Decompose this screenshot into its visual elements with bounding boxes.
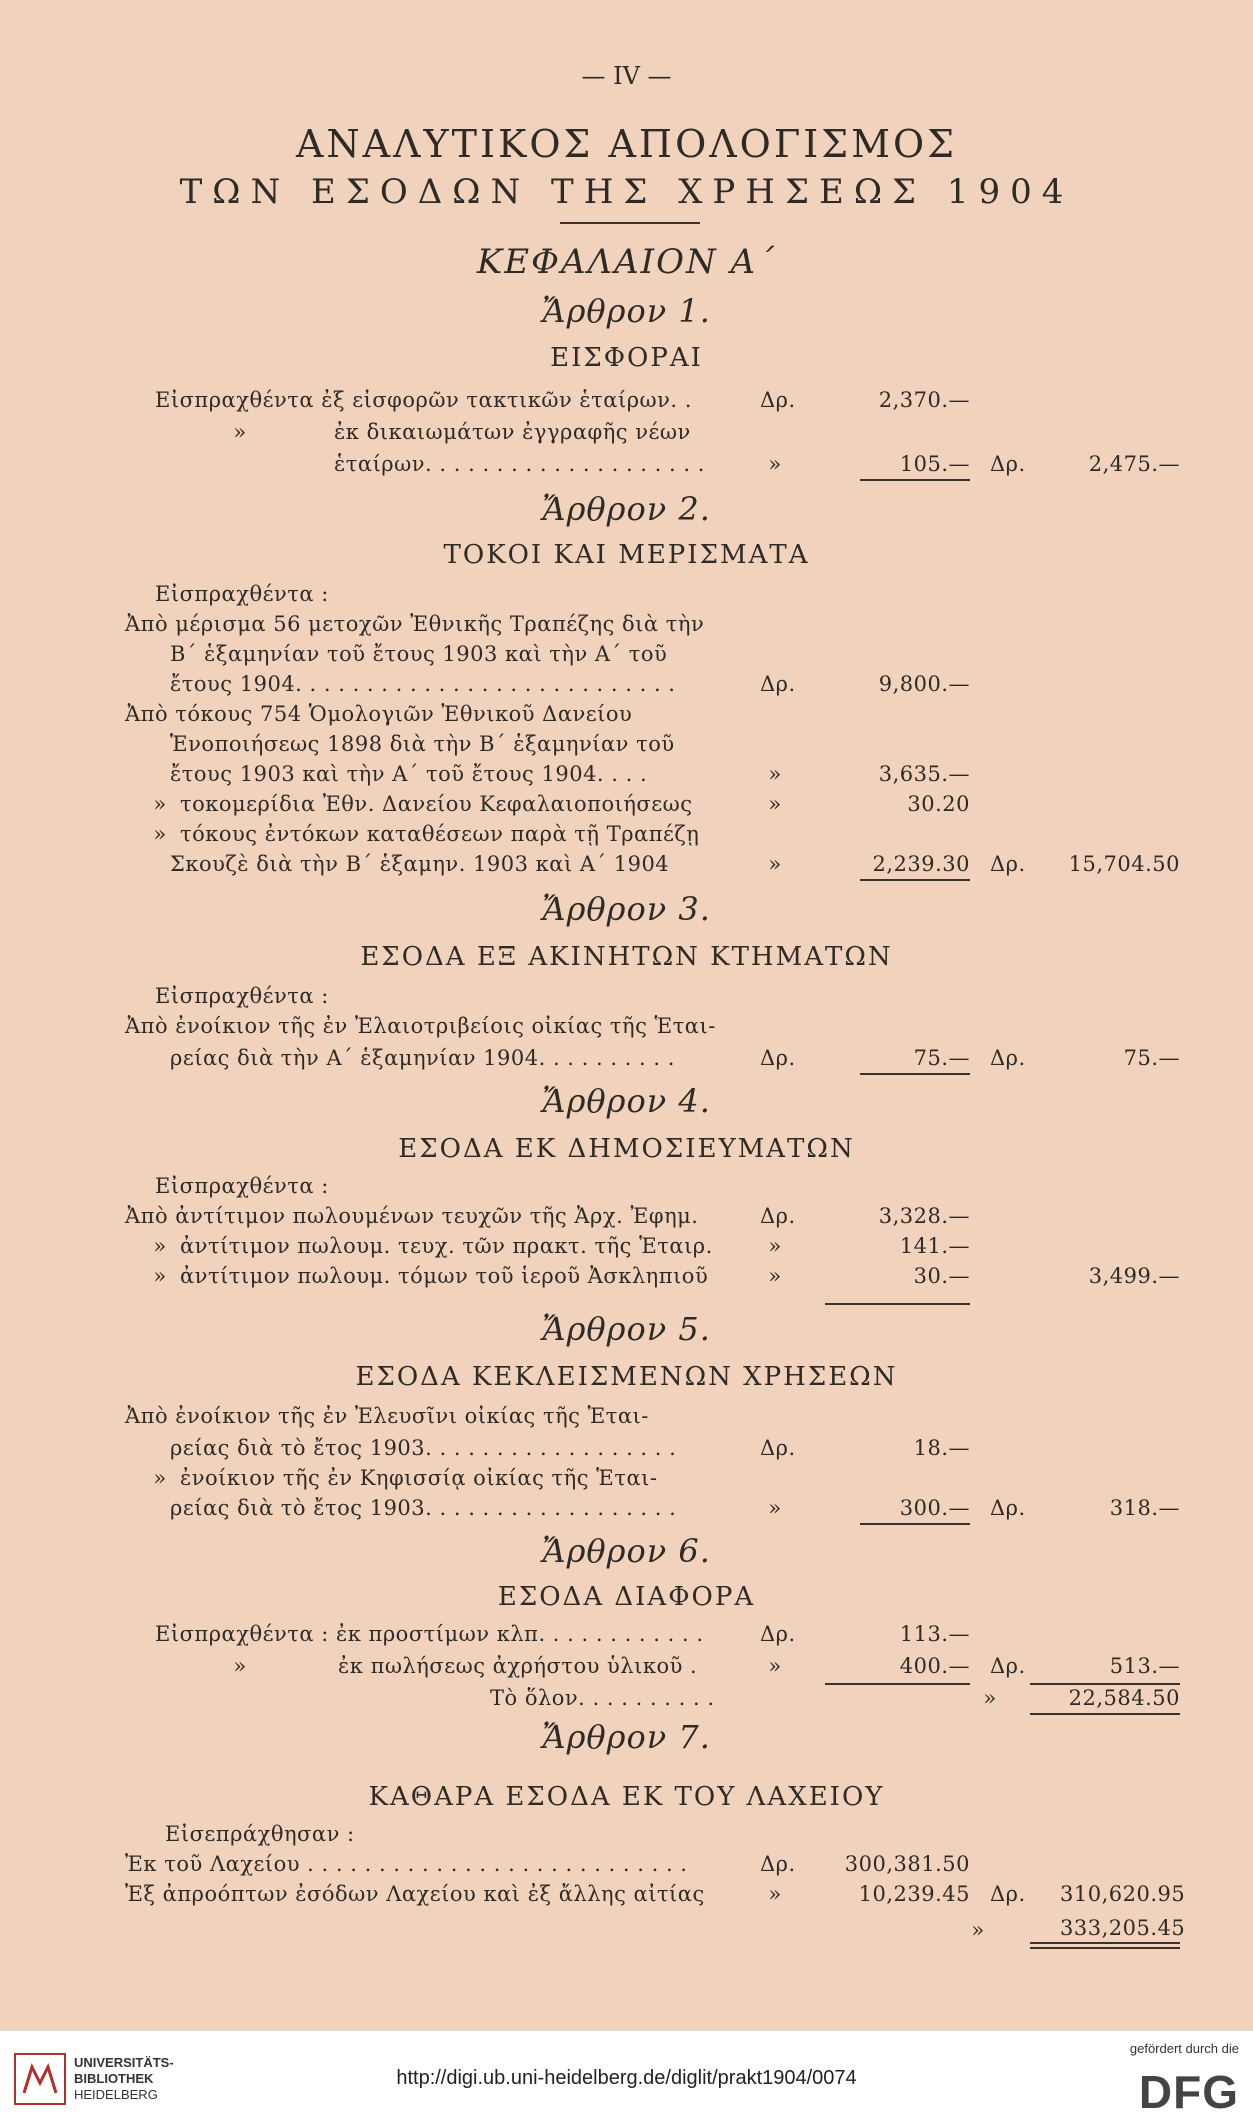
art3-line1: Ἀπὸ ἐνοίκιον τῆς ἐν Ἐλαιοτριβείοις οἰκίας τῆς Ἑται- <box>125 1014 716 1038</box>
library-name-line2: BIBLIOTHEK <box>74 2071 154 2086</box>
art1-line2-ditto: » <box>233 420 247 444</box>
art4-line1-amount: 3,328.— <box>878 1204 970 1228</box>
art2-a3-currency: Δρ. <box>760 672 796 696</box>
library-name-line1: UNIVERSITÄTS- <box>74 2055 174 2070</box>
art3-line2-currency: Δρ. <box>760 1046 796 1070</box>
art2-b3-amount: 3,635.— <box>878 762 970 786</box>
art1-line3-currency: Δρ. <box>990 452 1026 476</box>
art2-a2: Β΄ ἑξαμηνίαν τοῦ ἔτους 1903 καὶ τὴν Α΄ τοῦ <box>170 642 668 666</box>
art2-b3: ἔτους 1903 καὶ τὴν Α΄ τοῦ ἔτους 1904. . . . <box>170 762 648 786</box>
art3-line2-amount: 75.— <box>913 1046 970 1070</box>
art7-line2-ditto: » <box>768 1882 782 1906</box>
art6-underline <box>825 1683 970 1685</box>
art4-underline <box>825 1303 970 1305</box>
art2-c1-ditto2: » <box>768 792 782 816</box>
art2-b2: Ἑνοποιήσεως 1898 διὰ τὴν Β΄ ἑξαμηνίαν τοῦ <box>170 732 675 756</box>
art2-c1-ditto: » <box>153 792 167 816</box>
art2-total: 15,704.50 <box>1068 852 1180 876</box>
title-rule <box>560 222 700 224</box>
art3-total: 75.— <box>1123 1046 1180 1070</box>
art5-line2-currency: Δρ. <box>760 1436 796 1460</box>
page-subtitle: ΤΩΝ ΕΣΟΔΩΝ ΤΗΣ ΧΡΗΣΕΩΣ 1904 <box>179 172 1074 212</box>
art4-line2: ἀντίτιμον πωλουμ. τευχ. τῶν πρακτ. τῆς Ἑταιρ. <box>180 1234 713 1258</box>
chapter-heading: ΚΕΦΑΛΑΙΟΝ Α΄ <box>476 242 777 282</box>
art5-line4-currency: Δρ. <box>990 1496 1026 1520</box>
article-6-section: ΕΣΟΔΑ ΔΙΑΦΟΡΑ <box>497 1582 756 1612</box>
art3-intro: Εἰσπραχθέντα : <box>155 984 329 1008</box>
art6-sum-total: 22,584.50 <box>1068 1686 1180 1710</box>
art7-line2: Ἐξ ἀπροόπτων ἐσόδων Λαχείου καὶ ἐξ ἄλλης αἰτίας <box>125 1882 705 1906</box>
art1-line3: ἑταίρων. . . . . . . . . . . . . . . . . . . . <box>334 452 705 476</box>
art7-total: 310,620.95 <box>1060 1882 1186 1906</box>
art2-d1: τόκους ἐντόκων καταθέσεων παρὰ τῇ Τραπέζῃ <box>180 822 700 846</box>
art1-underline <box>860 479 970 481</box>
art6-sum-underline <box>1030 1713 1180 1715</box>
art2-a3-amount: 9,800.— <box>878 672 970 696</box>
art4-line3: ἀντίτιμον πωλουμ. τόμων τοῦ ἱεροῦ Ἀσκληπιοῦ <box>180 1264 709 1288</box>
art2-d2-ditto: » <box>768 852 782 876</box>
art3-line2: ρείας διὰ τὴν Α΄ ἑξαμηνίαν 1904. . . . . . . . . . <box>170 1046 675 1070</box>
article-4-section: ΕΣΟΔΑ ΕΚ ΔΗΜΟΣΙΕΥΜΑΤΩΝ <box>398 1134 855 1164</box>
art6-sum-label: Τὸ ὅλον. . . . . . . . . . <box>490 1686 715 1710</box>
art7-line1-amount: 300,381.50 <box>844 1852 970 1876</box>
art4-line1-currency: Δρ. <box>760 1204 796 1228</box>
art2-c1: τοκομερίδια Ἐθν. Δανείου Κεφαλαιοποιήσεως <box>180 792 693 816</box>
article-6-heading: Ἄρθρον 6. <box>542 1532 711 1570</box>
art2-d2-currency: Δρ. <box>990 852 1026 876</box>
art2-intro: Εἰσπραχθέντα : <box>155 582 329 606</box>
art5-underline <box>860 1523 970 1525</box>
article-2-heading: Ἄρθρον 2. <box>542 490 711 528</box>
article-1-heading: Ἄρθρον 1. <box>542 292 711 330</box>
art1-line1-currency: Δρ. <box>760 388 796 412</box>
art2-a3: ἔτους 1904. . . . . . . . . . . . . . . . . . . . . . . . . . . <box>170 672 676 696</box>
art2-a1: Ἀπὸ μέρισμα 56 μετοχῶν Ἐθνικῆς Τραπέζης διὰ τὴν <box>125 612 705 636</box>
art6-total-underline <box>1030 1683 1180 1685</box>
art4-line2-amount: 141.— <box>899 1234 970 1258</box>
art5-line4-ditto: » <box>768 1496 782 1520</box>
article-7-section: ΚΑΘΑΡΑ ΕΣΟΔΑ ΕΚ ΤΟΥ ΛΑΧΕΙΟΥ <box>368 1782 885 1812</box>
funding-caption: gefördert durch die <box>1129 2041 1239 2056</box>
art4-line2-ditto2: » <box>768 1234 782 1258</box>
art7-line2-currency: Δρ. <box>990 1882 1026 1906</box>
art6-line2-ditto2: » <box>768 1654 782 1678</box>
grand-total: 333,205.45 <box>1060 1916 1186 1940</box>
art5-total: 318.— <box>1109 1496 1180 1520</box>
footer-bar <box>0 2030 1253 2128</box>
art6-line2: ἐκ πωλήσεως ἀχρήστου ὑλικοῦ . <box>338 1654 698 1678</box>
source-url[interactable]: http://digi.ub.uni-heidelberg.de/diglit/prakt1904/0074 <box>396 2067 857 2089</box>
art4-line1: Ἀπὸ ἀντίτιμον πωλουμένων τευχῶν τῆς Ἀρχ. Ἐφημ. <box>125 1204 699 1228</box>
art6-line2-ditto: » <box>233 1654 247 1678</box>
art6-line2-currency: Δρ. <box>990 1654 1026 1678</box>
library-name-line3: HEIDELBERG <box>74 2087 158 2102</box>
article-5-heading: Ἄρθρον 5. <box>542 1310 711 1348</box>
article-5-section: ΕΣΟΔΑ ΚΕΚΛΕΙΣΜΕΝΩΝ ΧΡΗΣΕΩΝ <box>355 1362 898 1392</box>
art3-underline <box>860 1073 970 1075</box>
article-7-heading: Ἄρθρον 7. <box>542 1718 711 1756</box>
art7-grand-ditto: » <box>971 1918 985 1942</box>
art3-line2-currency2: Δρ. <box>990 1046 1026 1070</box>
art5-line4: ρείας διὰ τὸ ἔτος 1903. . . . . . . . . . . . . . . . . . <box>170 1496 677 1520</box>
article-2-section: ΤΟΚΟΙ ΚΑΙ ΜΕΡΙΣΜΑΤΑ <box>443 540 810 570</box>
page-title: ΑΝΑΛΥΤΙΚΟΣ ΑΠΟΛΟΓΙΣΜΟΣ <box>295 122 957 166</box>
art7-line2-amount: 10,239.45 <box>858 1882 970 1906</box>
art7-intro: Εἰσεπράχθησαν : <box>165 1822 355 1846</box>
art2-c1-amount: 30.20 <box>907 792 970 816</box>
art4-line3-ditto2: » <box>768 1264 782 1288</box>
dfg-logo: DFG <box>1138 2066 1239 2118</box>
page-number: — IV — <box>581 62 672 90</box>
grand-total-underline-2 <box>1030 1947 1180 1949</box>
art1-line2: ἐκ δικαιωμάτων ἐγγραφῆς νέων <box>334 420 691 444</box>
art1-line3-amount: 105.— <box>899 452 970 476</box>
art4-intro: Εἰσπραχθέντα : <box>155 1174 329 1198</box>
art6-line1-amount: 113.— <box>899 1622 970 1646</box>
art6-line1: Εἰσπραχθέντα : ἐκ προστίμων κλπ. . . . . . . . . . . . <box>155 1622 704 1646</box>
art1-line3-ditto: » <box>768 452 782 476</box>
art5-line4-amount: 300.— <box>899 1496 970 1520</box>
art2-d1-ditto: » <box>153 822 167 846</box>
art6-line2-amount: 400.— <box>899 1654 970 1678</box>
art2-b3-ditto: » <box>768 762 782 786</box>
art5-line2-amount: 18.— <box>913 1436 970 1460</box>
art4-line3-amount: 30.— <box>913 1264 970 1288</box>
art6-total: 513.— <box>1109 1654 1180 1678</box>
grand-total-underline-1 <box>1030 1942 1180 1944</box>
art4-line2-ditto: » <box>153 1234 167 1258</box>
art6-sum-ditto: » <box>983 1686 997 1710</box>
article-1-section: ΕΙΣΦΟΡΑΙ <box>550 343 703 373</box>
art2-b1: Ἀπὸ τόκους 754 Ὁμολογιῶν Ἐθνικοῦ Δανείου <box>125 702 633 726</box>
art4-total: 3,499.— <box>1088 1264 1180 1288</box>
art4-line3-ditto: » <box>153 1264 167 1288</box>
art5-line2: ρείας διὰ τὸ ἔτος 1903. . . . . . . . . . . . . . . . . . <box>170 1436 677 1460</box>
art5-line3-ditto: » <box>153 1466 167 1490</box>
art2-underline <box>860 879 970 881</box>
art1-line1-amount: 2,370.— <box>878 388 970 412</box>
art2-d2: Σκουζὲ διὰ τὴν Β΄ ἑξαμην. 1903 καὶ Α΄ 1904 <box>170 852 670 876</box>
art5-line1: Ἀπὸ ἐνοίκιον τῆς ἐν Ἐλευσῖνι οἰκίας τῆς Ἑται- <box>125 1404 649 1428</box>
art2-d2-amount: 2,239.30 <box>872 852 970 876</box>
art7-line1-currency: Δρ. <box>760 1852 796 1876</box>
art1-total: 2,475.— <box>1088 452 1180 476</box>
art7-line1: Ἐκ τοῦ Λαχείου . . . . . . . . . . . . . . . . . . . . . . . . . . . <box>125 1852 688 1876</box>
art6-line1-currency: Δρ. <box>760 1622 796 1646</box>
art5-line3: ἐνοίκιον τῆς ἐν Κηφισσίᾳ οἰκίας τῆς Ἑται- <box>180 1466 658 1490</box>
article-3-section: ΕΣΟΔΑ ΕΞ ΑΚΙΝΗΤΩΝ ΚΤΗΜΑΤΩΝ <box>360 942 893 972</box>
art1-line1: Εἰσπραχθέντα ἐξ εἰσφορῶν τακτικῶν ἑταίρων. . <box>155 388 692 412</box>
article-3-heading: Ἄρθρον 3. <box>542 890 711 928</box>
article-4-heading: Ἄρθρον 4. <box>542 1082 711 1120</box>
